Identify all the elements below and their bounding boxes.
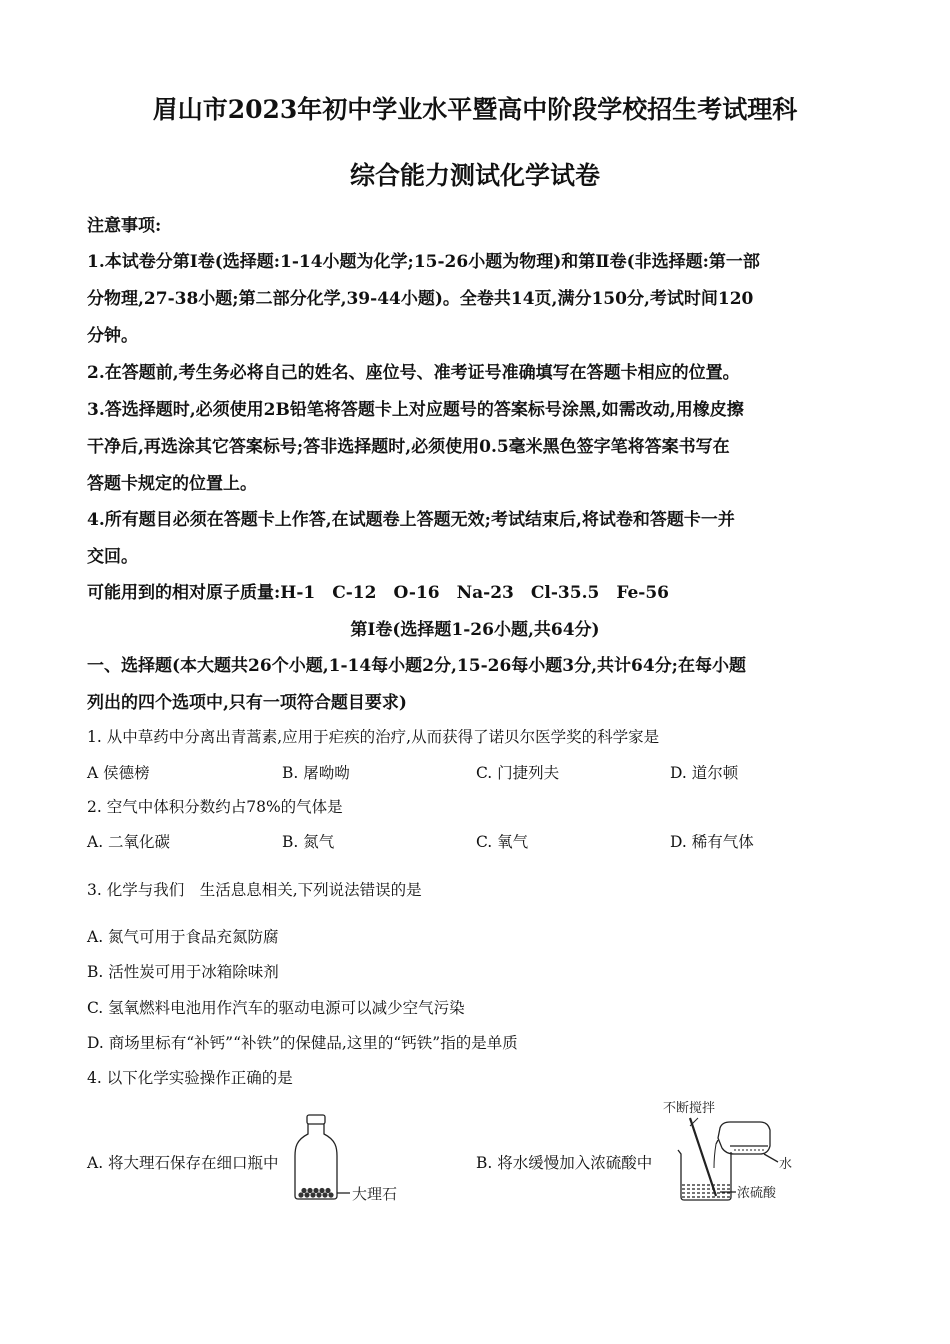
notice-line-7: 答题卡规定的位置上。 xyxy=(87,474,257,494)
notice-line-4: 2.在答题前,考生务必将自己的姓名、座位号、准考证号准确填写在答题卡相应的位置。 xyxy=(87,363,740,383)
notice-heading: 注意事项: xyxy=(87,216,162,236)
q1-option-d: D. 道尔顿 xyxy=(670,764,739,782)
q3-option-a: A. 氮气可用于食品充氮防腐 xyxy=(87,928,279,946)
q4-stem: 4. 以下化学实验操作正确的是 xyxy=(87,1069,293,1087)
exam-title-line2: 综合能力测试化学试卷 xyxy=(349,161,600,190)
q2-option-d: D. 稀有气体 xyxy=(670,833,754,851)
marble-label: 大理石 xyxy=(352,1185,398,1203)
q1-option-c: C. 门捷列夫 xyxy=(476,764,560,782)
q3-stem: 3. 化学与我们 生活息息相关,下列说法错误的是 xyxy=(87,881,422,899)
notice-line-5: 3.答选择题时,必须使用2B铅笔将答题卡上对应题号的答案标号涂黑,如需改动,用橡皮擦 xyxy=(87,400,744,420)
q2-option-b: B. 氮气 xyxy=(282,833,335,851)
notice-line-3: 分钟。 xyxy=(87,326,138,346)
section-instructions-line2: 列出的四个选项中,只有一项符合题目要求) xyxy=(87,693,407,713)
exam-title-line1: 眉山市2023年初中学业水平暨高中阶段学校招生考试理科 xyxy=(152,95,798,124)
q4-option-a: A. 将大理石保存在细口瓶中 xyxy=(87,1154,279,1172)
q4-option-b: B. 将水缓慢加入浓硫酸中 xyxy=(476,1154,653,1172)
part1-heading: 第Ⅰ卷(选择题1-26小题,共64分) xyxy=(350,620,600,640)
q3-option-b: B. 活性炭可用于冰箱除味剂 xyxy=(87,963,279,981)
notice-line-9: 交回。 xyxy=(87,547,138,567)
acid-label: 浓硫酸 xyxy=(737,1186,777,1201)
notice-line-1: 1.本试卷分第Ⅰ卷(选择题:1-14小题为化学;15-26小题为物理)和第Ⅱ卷(非选择题:第一部 xyxy=(87,252,760,272)
stir-label: 不断搅拌 xyxy=(663,1101,716,1116)
water-label: 水 xyxy=(779,1157,793,1172)
q2-option-c: C. 氧气 xyxy=(476,833,529,851)
q2-option-a: A. 二氧化碳 xyxy=(87,833,171,851)
q1-option-b: B. 屠呦呦 xyxy=(282,764,350,782)
dilution-figure xyxy=(660,1096,810,1208)
q1-option-a: A 侯德榜 xyxy=(87,764,150,782)
notice-line-6: 干净后,再选涂其它答案标号;答非选择题时,必须使用0.5毫米黑色签字笔将答案书写在 xyxy=(87,437,730,457)
q3-option-c: C. 氢氧燃料电池用作汽车的驱动电源可以减少空气污染 xyxy=(87,999,465,1017)
notice-line-2: 分物理,27-38小题;第二部分化学,39-44小题)。全卷共14页,满分150分,考试时间120 xyxy=(87,289,754,309)
q1-stem: 1. 从中草药中分离出青蒿素,应用于疟疾的治疗,从而获得了诺贝尔医学奖的科学家是 xyxy=(87,728,660,746)
q3-option-d: D. 商场里标有“补钙”“补铁”的保健品,这里的“钙铁”指的是单质 xyxy=(87,1034,518,1052)
narrow-mouth-bottle-figure xyxy=(292,1112,422,1207)
section-instructions-line1: 一、选择题(本大题共26个小题,1-14每小题2分,15-26每小题3分,共计64分;在每小题 xyxy=(87,656,746,676)
q2-stem: 2. 空气中体积分数约占78%的气体是 xyxy=(87,798,343,816)
notice-line-8: 4.所有题目必须在答题卡上作答,在试题卷上答题无效;考试结束后,将试卷和答题卡一并 xyxy=(87,510,735,530)
atomic-masses: 可能用到的相对原子质量:H-1 C-12 O-16 Na-23 Cl-35.5 Fe-56 xyxy=(87,583,669,603)
